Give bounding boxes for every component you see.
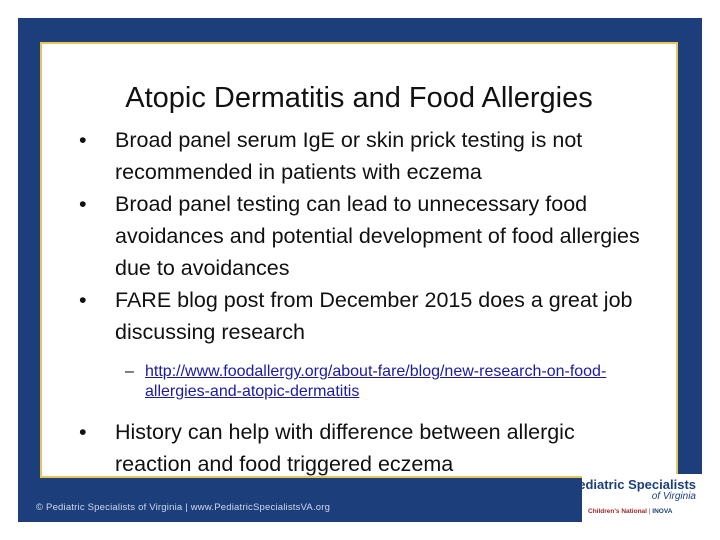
slide-title: Atopic Dermatitis and Food Allergies (125, 82, 593, 114)
bullet-text: FARE blog post from December 2015 does a great job discussing research (115, 288, 633, 344)
bullet-text: Broad panel serum IgE or skin prick testing is not recommended in patients with eczema (115, 128, 583, 184)
slide-card (40, 42, 678, 478)
bullet-item (79, 416, 657, 480)
psv-logo (569, 474, 702, 522)
bullet-text: Broad panel testing can lead to unnecessary food avoidances and potential development of food allergies due to avoidances (115, 192, 640, 280)
bullet-list (79, 124, 657, 480)
bullet-marker: • (79, 128, 87, 152)
sub-bullet-marker: – (125, 363, 134, 380)
bullet-item (79, 284, 657, 348)
childrens-national-logo: Children's National (588, 508, 647, 515)
bullet-item (79, 124, 657, 188)
logo-line-2: of Virginia (651, 491, 696, 502)
bullet-marker: • (79, 288, 87, 312)
bullet-marker: • (79, 192, 87, 216)
inova-logo: INOVA (652, 508, 673, 515)
footer-copyright: © Pediatric Specialists of Virginia | www.PediatricSpecialistsVA.org (36, 502, 331, 513)
bullet-marker: • (79, 420, 87, 444)
partner-logos: Children's National | INOVA (588, 508, 673, 515)
logo-line-1: Pediatric Specialists (569, 477, 696, 492)
sub-bullet-item (97, 362, 657, 402)
bullet-text: History can help with difference between allergic reaction and food triggered eczema (115, 420, 575, 476)
bullet-item (79, 188, 657, 284)
fare-blog-link[interactable]: http://www.foodallergy.org/about-fare/blog/new-research-on-food-allergies-and-atopic-dermatitis (145, 363, 607, 400)
